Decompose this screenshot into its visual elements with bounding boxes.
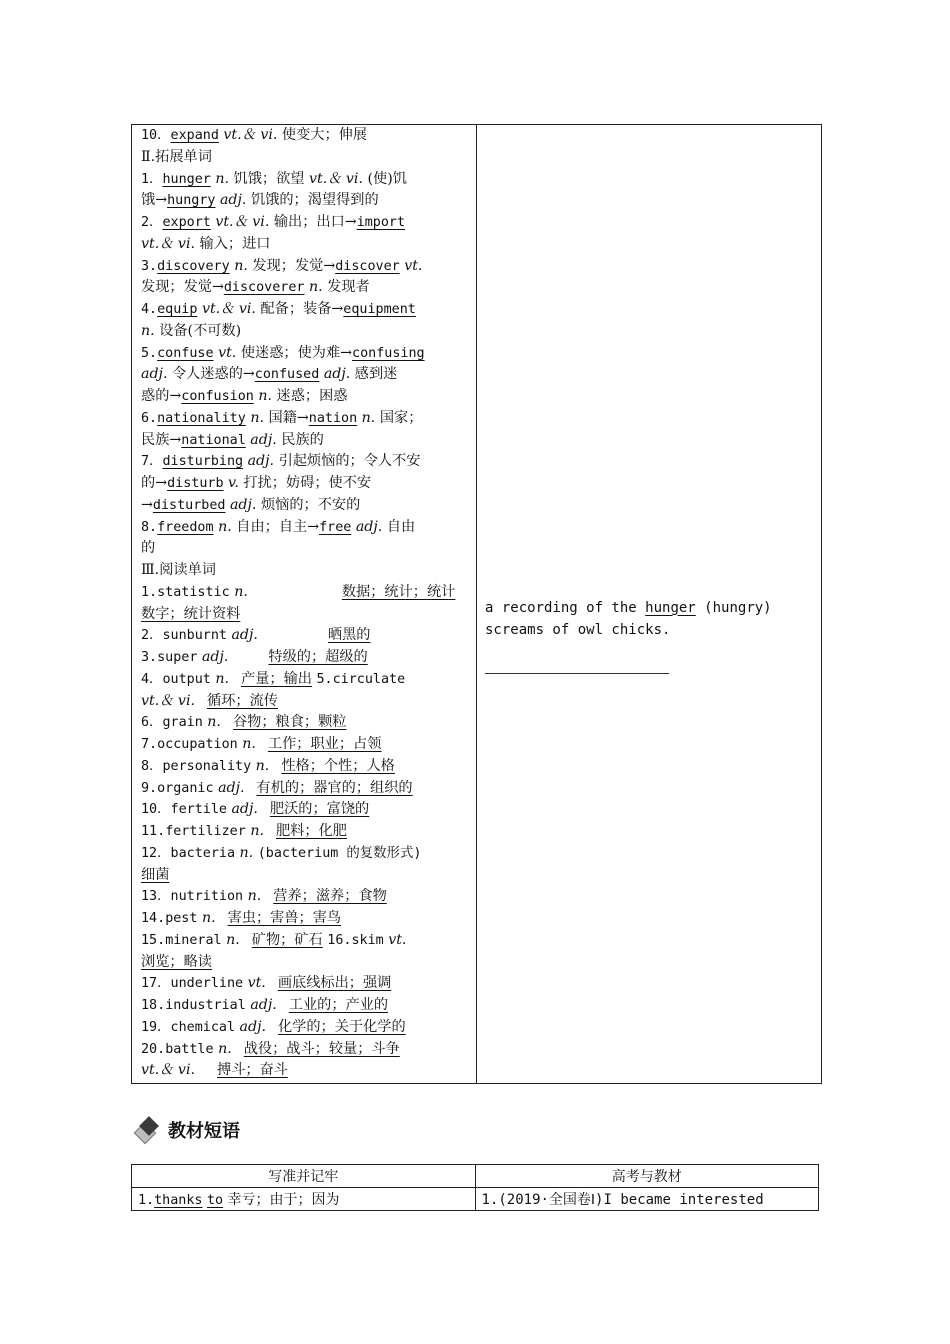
exam-sentence-line: screams of owl chicks. (485, 621, 671, 638)
column-header: 写准并记牢 (132, 1165, 476, 1188)
list-item: 19．chemical adj. 化学的；关于化学的 (141, 1018, 406, 1035)
list-item: 3.discovery n. 发现；发觉→discover vt. (141, 257, 423, 274)
list-item: 3.super adj. 特级的；超级的 (141, 649, 368, 665)
list-item-continued: 的 (141, 540, 156, 557)
list-item: 6．grain n. 谷物；粮食；颗粒 (141, 714, 347, 731)
list-item: 18.industrial adj. 工业的；产业的 (141, 997, 389, 1013)
list-item-continued: vt.＆ vi. 循环；流传 (141, 692, 278, 709)
table-cell: 1.thanks to 幸亏；由于；因为 (132, 1188, 476, 1211)
list-item: 4.equip vt.＆ vi. 配备；装备→equipment (141, 301, 416, 317)
list-item: 1.statistic n. 数据；统计；统计 (141, 583, 456, 600)
list-item: 9.organic adj. 有机的；器官的；组织的 (141, 779, 413, 796)
list-item: 7．disturbing adj. 引起烦恼的；令人不安 (141, 453, 421, 470)
list-item-continued: 浏览；略读 (141, 953, 212, 970)
exam-column (477, 125, 822, 1084)
list-item: 7.occupation n. 工作；职业；占领 (141, 736, 382, 752)
list-item-continued: 发现；发觉→discoverer n. 发现者 (141, 279, 370, 296)
list-item-continued: →disturbed adj. 烦恼的；不安的 (141, 496, 361, 513)
table-cell: 1.(2019·全国卷Ⅰ)I became interested (475, 1188, 819, 1211)
list-item: 10．expand vt.＆ vi. 使变大；伸展 (141, 127, 368, 143)
list-item: 6.nationality n. 国籍→nation n. 国家； (141, 409, 423, 426)
list-item: 20.battle n. 战役；战斗；较量；斗争 (141, 1040, 400, 1057)
list-item: 14.pest n. 害虫；害兽；害鸟 (141, 910, 342, 926)
list-item-continued: 的→disturb v. 打扰；妨碍；使不安 (141, 475, 372, 491)
table-row (132, 1188, 819, 1211)
list-item-continued: adj. 令人迷惑的→confused adj. 感到迷 (141, 366, 398, 383)
table-header-row (132, 1165, 819, 1188)
list-item-continued: 惑的→confusion n. 迷惑；困惑 (141, 388, 348, 404)
exam-sentence-line: a recording of the hunger (hungry) (485, 599, 772, 616)
list-item: 1．hunger n. 饥饿；欲望 vt.＆ vi. (使)饥 (141, 170, 407, 187)
section-heading-expanded-words: Ⅱ.拓展单词 (141, 148, 212, 165)
list-item: 8．personality n. 性格；个性；人格 (141, 757, 395, 774)
list-item-continued: 饿→hungry adj. 饥饿的；渴望得到的 (141, 192, 379, 209)
list-item-continued: vt.＆ vi. 搏斗；奋斗 (141, 1062, 288, 1079)
list-item: 2．sunburnt adj. 晒黑的 (141, 627, 371, 644)
list-item: 17．underline vt. 画底线标出；强调 (141, 975, 392, 992)
section-heading-reading-words: Ⅲ.阅读单词 (141, 562, 216, 578)
list-item-continued: vt.＆ vi. 输入；进口 (141, 235, 271, 252)
list-item: 4．output n. 产量；输出 5.circulate (141, 670, 406, 687)
section-title: 教材短语 (168, 1121, 240, 1142)
list-item-continued: 数字；统计资料 (141, 605, 241, 622)
list-item-continued: n. 设备(不可数) (141, 322, 242, 339)
list-item: 15.mineral n. 矿物；矿石 16.skim vt. (141, 931, 407, 948)
list-item: 2．export vt.＆ vi. 输出；出口→import (141, 214, 406, 230)
exam-sentence (477, 597, 821, 674)
list-item: 8.freedom n. 自由；自主→free adj. 自由 (141, 518, 416, 535)
section-header (135, 1113, 240, 1147)
vocabulary-column (132, 125, 477, 1084)
vocabulary-table (131, 124, 822, 1084)
list-item: 5.confuse vt. 使迷惑；使为难→confusing (141, 344, 425, 361)
diamond-icon (135, 1117, 161, 1143)
list-item-continued: 民族→national adj. 民族的 (141, 431, 324, 448)
answer-blank (485, 661, 669, 674)
list-item: 11.fertilizer n. 肥料；化肥 (141, 823, 347, 839)
phrase-table (131, 1164, 819, 1211)
list-item: 10．fertile adj. 肥沃的；富饶的 (141, 801, 370, 818)
list-item-continued: 细菌 (141, 866, 170, 883)
list-item: 12．bacteria n. (bacterium 的复数形式) (141, 844, 422, 861)
list-item: 13．nutrition n. 营养；滋养；食物 (141, 888, 387, 905)
column-header: 高考与教材 (475, 1165, 819, 1188)
